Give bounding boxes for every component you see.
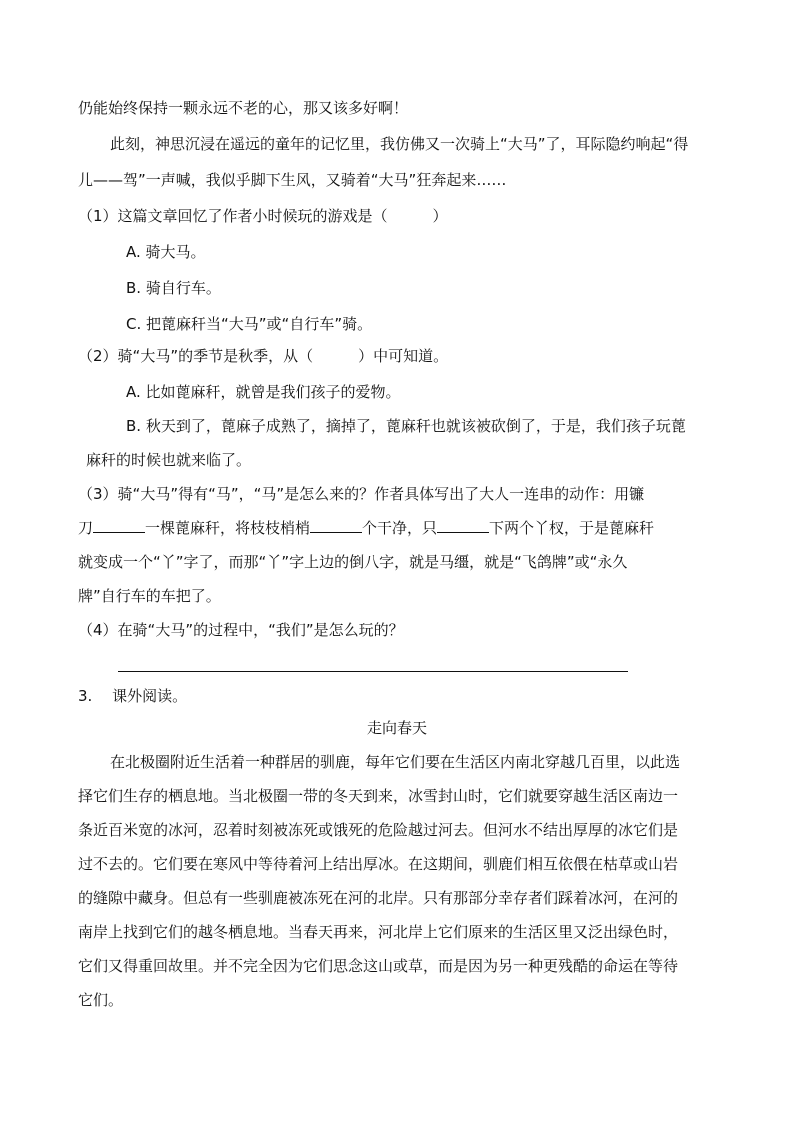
q2-option-b: B. 秋天到了，蓖麻子成熟了，摘掉了，蓖麻秆也就该被砍倒了，于是，我们孩子玩蓖 <box>126 417 686 435</box>
reading-line: 的缝隙中藏身。但总有一些驯鹿被冻死在河的北岸。只有那部分幸存者们踩着冰河，在河的 <box>78 889 679 907</box>
fill-blank-3[interactable] <box>437 518 489 533</box>
reading-line: 择它们生存的栖息地。当北极圈一带的冬天到来，冰雪封山时，它们就要穿越生活区南边一 <box>78 787 679 805</box>
question-3-cont: 牌”自行车的车把了。 <box>78 587 221 605</box>
reading-line: 南岸上找到它们的越冬栖息地。当春天再来，河北岸上它们原来的生活区里又泛出绿色时， <box>78 923 679 941</box>
question-2: （2）骑“大马”的季节是秋季，从（ ）中可知道。 <box>78 347 449 365</box>
answer-line[interactable] <box>118 671 628 672</box>
question-4: （4）在骑“大马”的过程中，“我们”是怎么玩的？ <box>78 621 404 639</box>
reading-title: 走向春天 <box>366 719 427 737</box>
question-1: （1）这篇文章回忆了作者小时候玩的游戏是（ ） <box>78 207 448 225</box>
reading-line: 过不去的。它们要在寒风中等待着河上结出厚冰。在这期间，驯鹿们相互依偎在枯草或山岩 <box>78 855 679 873</box>
question-3: （3）骑“大马”得有“马”，“马”是怎么来的？作者具体写出了大人一连串的动作：用镰 <box>78 485 645 503</box>
q1-option-a: A. 骑大马。 <box>126 243 206 261</box>
question-3-cont: 就变成一个“丫”字了，而那“丫”字上边的倒八字，就是马缰，就是“飞鸽牌”或“永久 <box>78 553 628 571</box>
question-3-blanks: 刀 一棵蓖麻秆，将枝枝梢梢 个干净，只 下两个丫杈，于是蓖麻秆 <box>78 519 655 537</box>
passage-line: 此刻，神思沉浸在遥远的童年的记忆里，我仿佛又一次骑上“大马”了，耳际隐约响起“得 <box>110 135 689 153</box>
passage-line: 儿——驾”一声喊，我似乎脚下生风，又骑着“大马”狂奔起来…… <box>78 171 507 189</box>
section-heading: 3. 课外阅读。 <box>78 687 188 705</box>
passage-line: 仍能始终保持一颗永远不老的心，那又该多好啊！ <box>78 99 409 117</box>
q2-option-b-cont: 麻秆的时候也就来临了。 <box>86 451 252 469</box>
q2-option-a: A. 比如蓖麻秆，就曾是我们孩子的爱物。 <box>126 383 401 401</box>
reading-line: 它们又得重回故里。并不完全因为它们思念这山或草，而是因为另一种更残酷的命运在等待 <box>78 957 679 975</box>
q1-option-c: C. 把蓖麻秆当“大马”或“自行车”骑。 <box>126 315 373 333</box>
reading-line: 在北极圈附近生活着一种群居的驯鹿，每年它们要在生活区内南北穿越几百里，以此选 <box>110 753 681 771</box>
reading-line: 它们。 <box>78 991 124 1009</box>
fill-blank-2[interactable] <box>310 518 362 533</box>
q1-option-b: B. 骑自行车。 <box>126 279 221 297</box>
reading-line: 条近百米宽的冰河，忍着时刻被冻死或饿死的危险越过河去。但河水不结出厚厚的冰它们是 <box>78 821 679 839</box>
fill-blank-1[interactable] <box>93 518 145 533</box>
